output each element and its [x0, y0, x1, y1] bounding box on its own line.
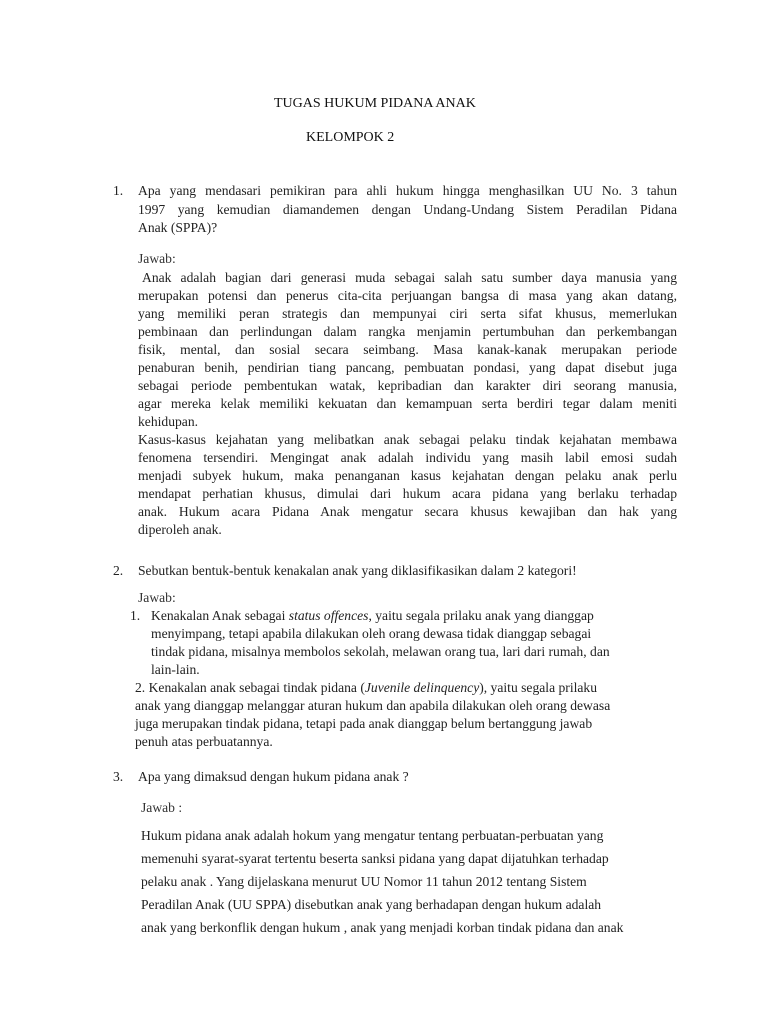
q3-answer-line: Peradilan Anak (UU SPPA) disebutkan anak yang berhadapan dengan hukum adalah — [141, 897, 602, 912]
q2-item1-italic-term: status offences — [288, 608, 369, 623]
q1-answer-label: Jawab: — [138, 251, 176, 266]
q2-number: 2. — [113, 563, 124, 578]
q1-answer-line: yang memiliki peran strategis dan mempunyai ciri serta sifat khusus, memerlukan — [138, 306, 677, 321]
q2-item2-line — [135, 679, 597, 697]
q1-answer-line: merupakan potensi dan penerus cita-cita perjuangan bangsa di masa yang akan datang, — [138, 288, 677, 303]
q1-answer-line: sebagai periode pembentukan watak, kepribadian dan karakter diri seorang manusia, — [138, 378, 677, 393]
q1-question-line: 1997 yang kemudian diamandemen dengan Undang-Undang Sistem Peradilan Pidana — [138, 202, 677, 217]
q1-answer-line: agar mereka kelak memiliki kekuatan dan kemampuan serta berdiri tegar dalam meniti — [138, 396, 677, 411]
q2-item2-cont-line: anak yang dianggap melanggar aturan hukum dan apabila dilakukan oleh orang dewasa — [135, 698, 611, 713]
q2-item1-cont-line: lain-lain. — [151, 662, 200, 677]
q3-answer-label: Jawab : — [141, 800, 183, 815]
q3-answer-line: pelaku anak . Yang dijelaskana menurut UU Nomor 11 tahun 2012 tentang Sistem — [141, 874, 587, 889]
q1-answer-line: fisik, mental, dan sosial secara seimbang. Masa kanak-kanak merupakan periode — [138, 342, 677, 357]
q2-item1-suffix: , yaitu segala prilaku anak yang dianggap — [368, 608, 594, 623]
q3-number: 3. — [113, 769, 124, 784]
q2-item2-cont-line: penuh atas perbuatannya. — [135, 734, 273, 749]
group-label: KELOMPOK 2 — [306, 130, 395, 145]
q2-answer-label: Jawab: — [138, 590, 176, 605]
q1-question-line: Apa yang mendasari pemikiran para ahli hukum hingga menghasilkan UU No. 3 tahun — [138, 183, 677, 198]
q2-item2-italic-term: Juvenile delinquency — [364, 680, 480, 695]
document-title: TUGAS HUKUM PIDANA ANAK — [274, 96, 476, 111]
q2-item2-suffix: ), yaitu segala prilaku — [479, 680, 598, 695]
q1-question-line: Anak (SPPA)? — [138, 220, 218, 235]
q1-answer-line: Kasus-kasus kejahatan yang melibatkan anak sebagai pelaku tindak kejahatan membawa — [138, 432, 677, 447]
q1-answer-line: anak. Hukum acara Pidana Anak mengatur secara khusus kewajiban dan hak yang — [138, 504, 677, 519]
q1-answer-line: menjadi subyek hukum, maka penanganan kasus kejahatan dengan pelaku anak perlu — [138, 468, 677, 483]
q2-item1-cont-line: menyimpang, tetapi apabila dilakukan oleh orang dewasa tidak dianggap sebagai — [151, 626, 592, 641]
q1-answer-line: pembinaan dan perlindungan dalam rangka menjamin pertumbuhan dan perkembangan — [138, 324, 677, 339]
q2-question: Sebutkan bentuk-bentuk kenakalan anak yang diklasifikasikan dalam 2 kategori! — [138, 563, 577, 578]
q1-answer-line: penaburan benih, pendirian tiang pancang, pembuatan pondasi, yang dapat disebut juga — [138, 360, 677, 375]
q2-item2-prefix: 2. Kenakalan anak sebagai tindak pidana ( — [135, 680, 365, 695]
q2-item1-number: 1. — [130, 608, 141, 623]
q1-answer-line: fenomena tersendiri. Mengingat anak adalah individu yang masih labil emosi sudah — [138, 450, 677, 465]
q3-answer-line: Hukum pidana anak adalah hokum yang mengatur tentang perbuatan-perbuatan yang — [141, 828, 604, 843]
q2-item1-prefix: Kenakalan Anak sebagai — [151, 608, 286, 623]
q2-item2-cont-line: juga merupakan tindak pidana, tetapi pada anak dianggap belum bertanggung jawab — [135, 716, 593, 731]
q1-number: 1. — [113, 183, 124, 198]
q3-answer-line: anak yang berkonflik dengan hukum , anak yang menjadi korban tindak pidana dan anak — [141, 920, 624, 935]
q2-item1-line — [151, 607, 594, 625]
q1-answer-line: diperoleh anak. — [138, 522, 222, 537]
q1-answer-line: mendapat perhatian khusus, dimulai dari hukum acara pidana yang berlaku terhadap — [138, 486, 677, 501]
q2-item1-cont-line: tindak pidana, misalnya membolos sekolah, melawan orang tua, lari dari rumah, dan — [151, 644, 610, 659]
q1-answer-line: Anak adalah bagian dari generasi muda sebagai salah satu sumber daya manusia yang — [142, 270, 677, 285]
q3-question: Apa yang dimaksud dengan hukum pidana anak ? — [138, 769, 409, 784]
q3-answer-line: memenuhi syarat-syarat tertentu beserta sanksi pidana yang dapat dijatuhkan terhadap — [141, 851, 609, 866]
q1-answer-line: kehidupan. — [138, 414, 199, 429]
